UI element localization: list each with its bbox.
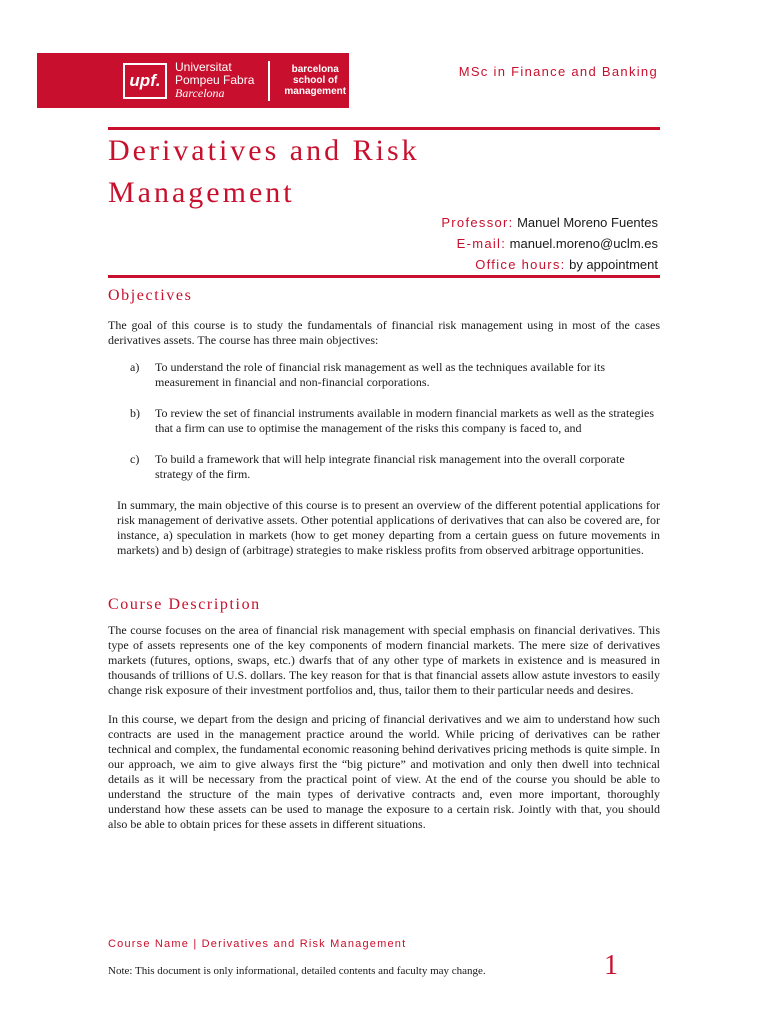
office-hours-value: by appointment: [569, 257, 658, 272]
objectives-list: [108, 360, 660, 482]
email-label: E-mail:: [456, 236, 507, 251]
email-value[interactable]: manuel.moreno@uclm.es: [509, 236, 658, 251]
university-logo: [37, 53, 349, 108]
list-marker: b): [130, 406, 140, 420]
list-item-text: To understand the role of financial risk management as well as the techniques available for its measurement in financial and non-financial corporations.: [155, 360, 606, 389]
logo-divider: [268, 61, 270, 101]
list-marker: a): [130, 360, 140, 374]
professor-label: Professor:: [441, 215, 514, 230]
page-title: [108, 130, 668, 214]
university-city: Barcelona: [175, 86, 225, 100]
school-line1: barcelona: [291, 64, 339, 75]
office-hours-row: [441, 255, 658, 276]
professor-row: [441, 213, 658, 234]
objectives-heading: Objectives: [108, 287, 193, 304]
list-item: [108, 406, 660, 436]
objectives-intro: The goal of this course is to study the fundamentals of financial risk management using in most of the cases derivatives assets. The course has three main objectives:: [108, 318, 660, 347]
university-name: [175, 61, 254, 100]
school-name: [284, 64, 346, 97]
list-item-text: To review the set of financial instruments available in modern financial markets as well as the strategies that a firm can use to optimise the management of the risks this company is faced to, and: [155, 406, 654, 435]
university-line2: Pompeu Fabra: [175, 73, 255, 87]
list-marker: c): [130, 452, 140, 466]
course-description-paragraph-1: The course focuses on the area of financial risk management with special emphasis on financial derivatives. This type of assets represents one of the key components of modern financial markets. The mere size of derivatives markets (futures, options, swaps, etc.) dwarfs that of any other type of markets in existence and is measured in thousands of trillions of U.S. dollars. The key reason for that is that financial assets allow astute investors to easily change risk exposure of their investment portfolios and, thus, tailor them to their particular needs and desires.: [108, 623, 660, 697]
university-line1: Universitat: [175, 60, 232, 74]
course-description-heading: Course Description: [108, 596, 261, 613]
list-item: [108, 452, 660, 482]
document-body: [108, 288, 660, 832]
title-line2: Management: [108, 176, 295, 209]
office-hours-label: Office hours:: [475, 257, 566, 272]
footer-note: Note: This document is only informational, detailed contents and faculty may change.: [108, 965, 486, 977]
email-row: [441, 234, 658, 255]
list-item: [108, 360, 660, 390]
school-line3: management: [284, 86, 347, 97]
professor-value: Manuel Moreno Fuentes: [517, 215, 658, 230]
section-rule: [108, 275, 660, 278]
course-description-paragraph-2: In this course, we depart from the design and pricing of financial derivatives and we aim to understand how such contracts are used in the management practice around the world. While pricing of derivatives can be rather technical and complex, the fundamental economic reasoning behind derivatives pricing methods is quite simple. In our approach, we aim to give always first the “big picture” and motivation and only then dwell into technical details as it will be necessary from the practical point of view. At the end of the course you should be able to understand the structure of the main types of derivative contracts and, even more important, thoroughly understand how these assets can be used to manage the exposure to a certain risk. Jointly with that, you should also be able to obtain prices for these assets in different situations.: [108, 712, 660, 831]
objectives-summary: In summary, the main objective of this course is to present an overview of the different potential applications for risk management of derivative assets. Other potential applications of derivatives that can also be covered are, for instance, a) speculation in markets (how to get money departing from a certain guess on future movements in markets) and b) design of (arbitrage) strategies to make riskless profits from observed arbitrage opportunities.: [117, 498, 660, 557]
page-number: 1: [604, 950, 618, 981]
title-line1: Derivatives and Risk: [108, 134, 420, 167]
list-item-text: To build a framework that will help integrate financial risk management into the overall corporate strategy of the firm.: [155, 452, 625, 481]
school-line2: school of: [293, 75, 338, 86]
footer-course-name: Course Name | Derivatives and Risk Management: [108, 938, 407, 950]
upf-mark: upf.: [123, 63, 167, 99]
professor-info: [441, 213, 658, 276]
program-name: MSc in Finance and Banking: [458, 64, 658, 79]
